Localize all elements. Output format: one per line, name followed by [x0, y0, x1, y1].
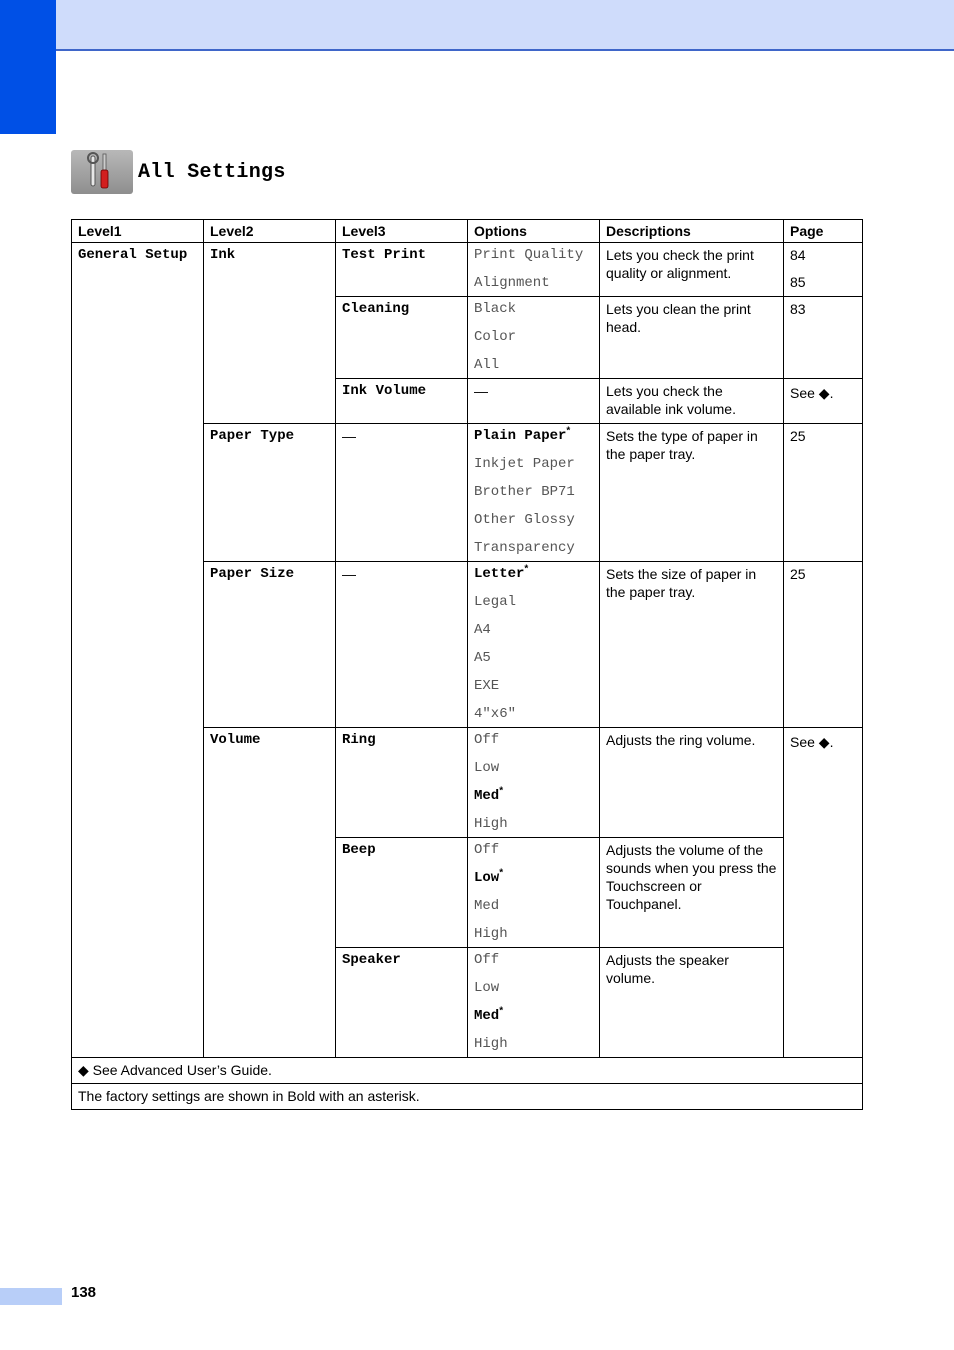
- option-item: High: [474, 1036, 508, 1052]
- page-number: 138: [71, 1284, 97, 1301]
- options-beep: [468, 838, 600, 948]
- page-test-print: [784, 243, 863, 297]
- chapter-tab: [0, 0, 56, 134]
- col-header-level2: Level2: [204, 220, 336, 243]
- description-ink-volume: Lets you check the available ink volume.: [600, 379, 784, 424]
- page-ref: 85: [790, 274, 806, 290]
- option-item: Off: [474, 732, 500, 748]
- option-item: A5: [474, 650, 491, 666]
- section-heading: [71, 150, 286, 194]
- level3-speaker: Speaker: [336, 948, 468, 1058]
- level3-ring: Ring: [336, 728, 468, 838]
- settings-table: [71, 219, 863, 1110]
- option-item: High: [474, 816, 508, 832]
- level2-paper-type: Paper Type: [204, 424, 336, 562]
- options-test-print: [468, 243, 600, 297]
- option-default-label: Plain Paper: [474, 428, 567, 444]
- col-header-options: Options: [468, 220, 600, 243]
- level3-cleaning: Cleaning: [336, 297, 468, 379]
- option-default-label: Low: [474, 870, 500, 886]
- description-test-print: Lets you check the print quality or alignment.: [600, 243, 784, 297]
- description-beep: Adjusts the volume of the sounds when you press the Touchscreen or Touchpanel.: [600, 838, 784, 948]
- option-item: Legal: [474, 594, 517, 610]
- footnote-guide: ◆ See Advanced User’s Guide.: [72, 1058, 863, 1084]
- description-paper-size: Sets the size of paper in the paper tray.: [600, 562, 784, 728]
- option-item: Other Glossy: [474, 512, 575, 528]
- options-ink-volume: —: [468, 379, 600, 424]
- level2-paper-size: Paper Size: [204, 562, 336, 728]
- options-paper-size: [468, 562, 600, 728]
- level3-paper-type: —: [336, 424, 468, 562]
- option-item: Print Quality: [474, 247, 584, 263]
- option-item: Transparency: [474, 540, 575, 556]
- page-ref: 84: [790, 247, 806, 263]
- options-speaker: [468, 948, 600, 1058]
- header-band: [0, 0, 954, 51]
- page-number-tab: [0, 1288, 62, 1305]
- option-default: [474, 565, 593, 593]
- option-default: [474, 427, 593, 455]
- option-default-label: Med: [474, 1008, 500, 1024]
- option-item: Color: [474, 329, 517, 345]
- option-default-label: Med: [474, 788, 500, 804]
- page-ink-volume: See ◆.: [784, 379, 863, 424]
- col-header-page: Page: [784, 220, 863, 243]
- description-paper-type: Sets the type of paper in the paper tray.: [600, 424, 784, 562]
- option-item: High: [474, 926, 508, 942]
- option-item: Brother BP71: [474, 484, 575, 500]
- option-item: Inkjet Paper: [474, 456, 575, 472]
- description-speaker: Adjusts the speaker volume.: [600, 948, 784, 1058]
- level3-test-print: Test Print: [336, 243, 468, 297]
- page-volume: See ◆.: [784, 728, 863, 1058]
- tools-icon: [71, 150, 133, 194]
- asterisk: *: [499, 785, 504, 797]
- options-ring: [468, 728, 600, 838]
- option-default-label: Letter: [474, 566, 525, 582]
- asterisk: *: [524, 563, 529, 575]
- asterisk: *: [566, 425, 571, 437]
- level3-paper-size: —: [336, 562, 468, 728]
- option-item: 4"x6": [474, 706, 517, 722]
- option-item: Low: [474, 980, 500, 996]
- description-cleaning: Lets you clean the print head.: [600, 297, 784, 379]
- option-item: Off: [474, 842, 500, 858]
- table-row: [72, 243, 863, 297]
- level3-ink-volume: Ink Volume: [336, 379, 468, 424]
- option-default: [474, 1007, 593, 1035]
- option-item: Med: [474, 898, 500, 914]
- level3-beep: Beep: [336, 838, 468, 948]
- asterisk: *: [499, 1005, 504, 1017]
- option-item: All: [474, 357, 500, 373]
- footnote-row: [72, 1084, 863, 1110]
- col-header-level3: Level3: [336, 220, 468, 243]
- option-default: [474, 787, 593, 815]
- option-item: Low: [474, 760, 500, 776]
- option-item: Off: [474, 952, 500, 968]
- options-cleaning: [468, 297, 600, 379]
- footnote-row: [72, 1058, 863, 1084]
- page-cleaning: 83: [784, 297, 863, 379]
- option-item: EXE: [474, 678, 500, 694]
- col-header-descriptions: Descriptions: [600, 220, 784, 243]
- description-ring: Adjusts the ring volume.: [600, 728, 784, 838]
- level1-cell: General Setup: [72, 243, 204, 1058]
- page-paper-type: 25: [784, 424, 863, 562]
- footnote-factory: The factory settings are shown in Bold with an asterisk.: [72, 1084, 863, 1110]
- col-header-level1: Level1: [72, 220, 204, 243]
- asterisk: *: [499, 867, 504, 879]
- header-row: [72, 220, 863, 243]
- page-paper-size: 25: [784, 562, 863, 728]
- option-item: Black: [474, 301, 517, 317]
- option-item: A4: [474, 622, 491, 638]
- options-paper-type: [468, 424, 600, 562]
- option-item: Alignment: [474, 275, 550, 291]
- level2-ink: Ink: [204, 243, 336, 424]
- option-default: [474, 869, 593, 897]
- level2-volume: Volume: [204, 728, 336, 1058]
- page-title: All Settings: [138, 160, 286, 184]
